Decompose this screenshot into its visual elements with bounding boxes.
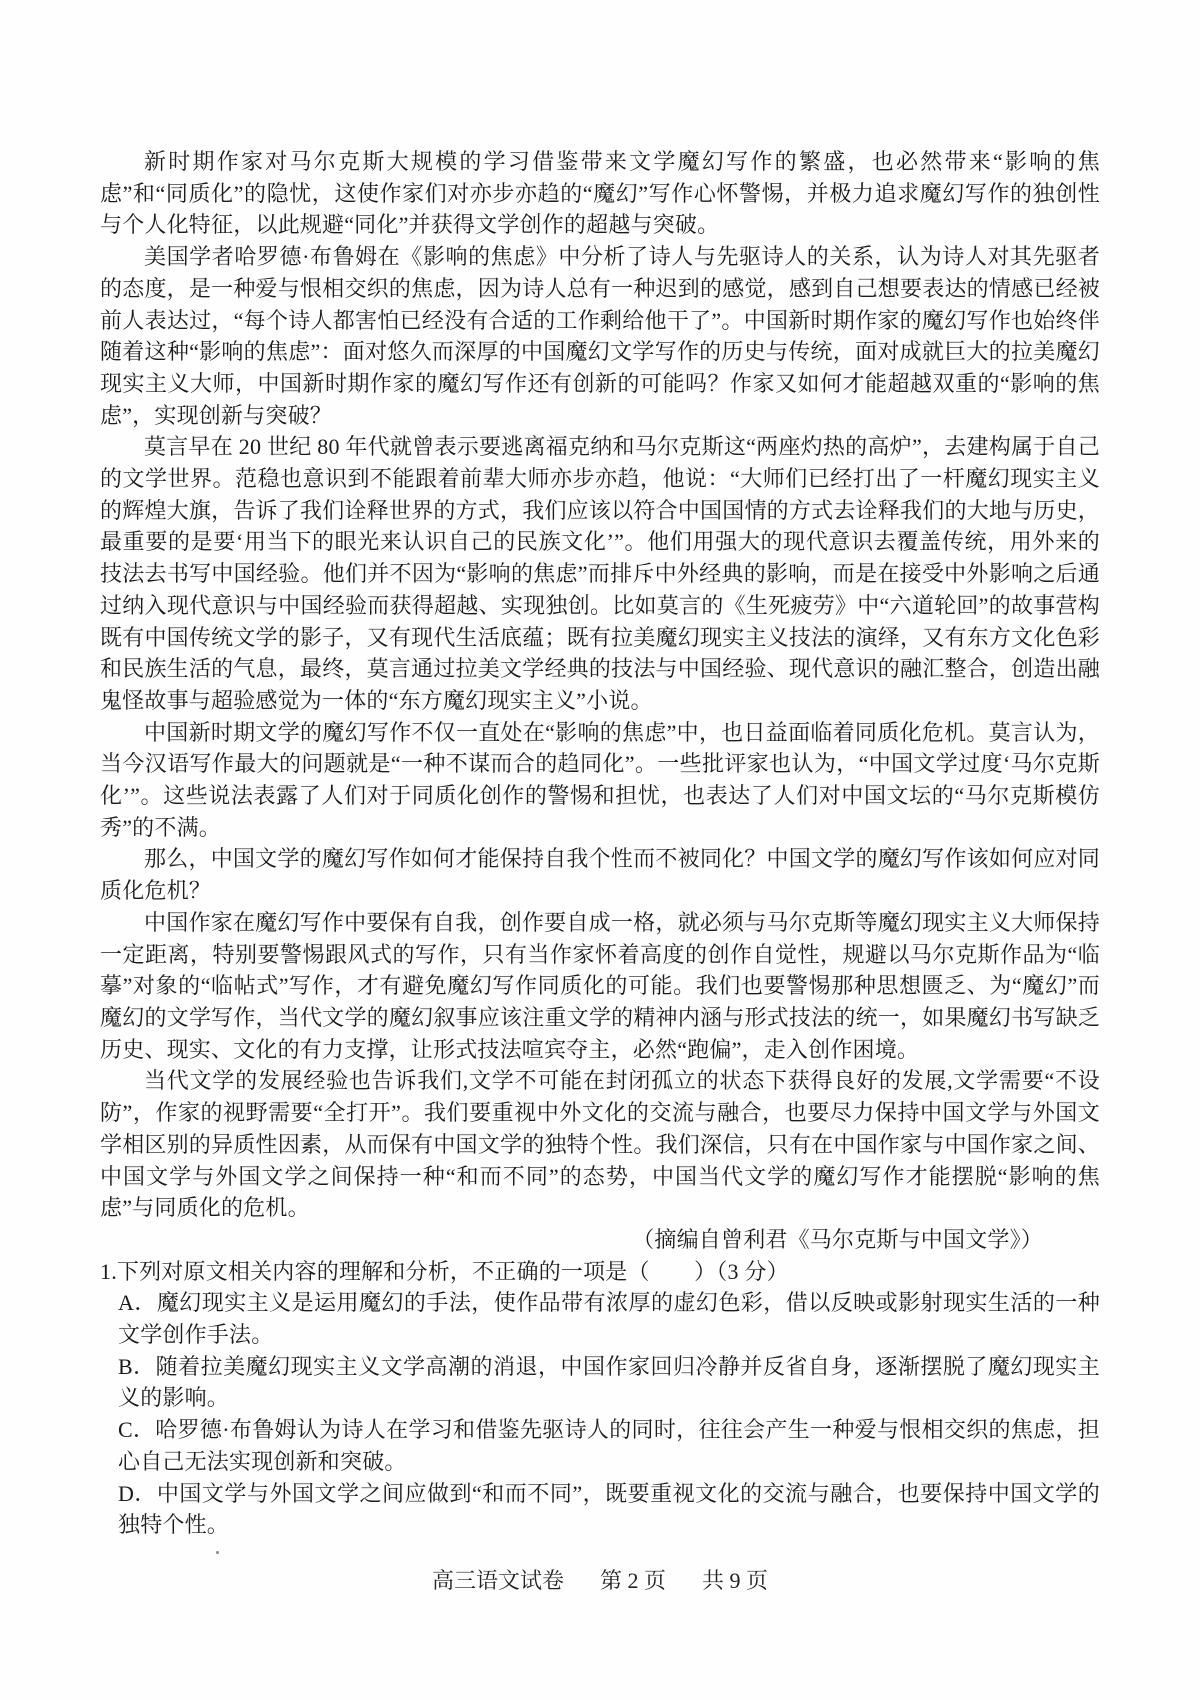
question-1-option-d: D．中国文学与外国文学之间应做到“和而不同”，既要重视文化的交流与融合，也要保持中国文学的独特个性。 [118, 1480, 1100, 1538]
passage-paragraph-6: 中国作家在魔幻写作中要保有自我，创作要自成一格，就必须与马尔克斯等魔幻现实主义大师保持一定距离，特别要警惕跟风式的写作，只有当作家怀着高度的创作自觉性，规避以马尔克斯作品为“临摹”对象的“临帖式”写作，才有避免魔幻写作同质化的可能。我们也要警惕那种思想匮乏、为“魔幻”而魔幻的文学写作，当代文学的魔幻叙事应该注重文学的精神内涵与形式技法的统一，如果魔幻书写缺乏历史、现实、文化的有力支撑，让形式技法喧宾夺主，必然“跑偏”，走入创作困境。 [100, 909, 1100, 1062]
passage-and-question [100, 146, 1100, 1541]
passage-paragraph-3: 莫言早在 20 世纪 80 年代就曾表示要逃离福克纳和马尔克斯这“两座灼热的高炉”，去建构属于自己的文学世界。范稳也意识到不能跟着前辈大师亦步亦趋，他说：“大师们已经打出了一杆魔幻现实主义的辉煌大旗，告诉了我们诠释世界的方式，我们应该以符合中国国情的方式去诠释我们的大地与历史，最重要的是要‘用当下的眼光来认识自己的民族文化’”。他们用强大的现代意识去覆盖传统，用外来的技法去书写中国经验。他们并不因为“影响的焦虑”而排斥中外经典的影响，而是在接受中外影响之后通过纳入现代意识与中国经验而获得超越、实现独创。比如莫言的《生死疲劳》中“六道轮回”的故事营构既有中国传统文学的影子，又有现代生活底蕴；既有拉美魔幻现实主义技法的演绎，又有东方文化色彩和民族生活的气息，最终，莫言通过拉美文学经典的技法与中国经验、现代意识的融汇整合，创造出融鬼怪故事与超验感觉为一体的“东方魔幻现实主义”小说。 [100, 434, 1100, 713]
question-1-option-c: C．哈罗德·布鲁姆认为诗人在学习和借鉴先驱诗人的同时，往往会产生一种爱与恨相交织的焦虑，担心自己无法实现创新和突破。 [118, 1417, 1100, 1474]
page-footer [0, 1566, 1200, 1596]
passage-paragraph-4: 中国新时期文学的魔幻写作不仅一直处在“影响的焦虑”中，也日益面临着同质化危机。莫言认为，当今汉语写作最大的问题就是“一种不谋而合的趋同化”。一些批评家也认为，“中国文学过度‘马尔克斯化’”。这些说法表露了人们对于同质化创作的警惕和担忧，也表达了人们对中国文坛的“马尔克斯模仿秀”的不满。 [100, 719, 1100, 840]
footer-total-pages: 共 9 页 [702, 1568, 769, 1593]
passage-paragraph-7: 当代文学的发展经验也告诉我们,文学不可能在封闭孤立的状态下获得良好的发展,文学需要“不设防”，作家的视野需要“全打开”。我们要重视中外文化的交流与融合，也要尽力保持中国文学与外国文学相区别的异质性因素，从而保有中国文学的独特个性。我们深信，只有在中国作家与中国作家之间、中国文学与外国文学之间保持一种“和而不同”的态势，中国当代文学的魔幻写作才能摆脱“影响的焦虑”与同质化的危机。 [100, 1068, 1100, 1221]
question-1-option-b: B．随着拉美魔幻现实主义文学高潮的消退，中国作家回归冷静并反省自身，逐渐摆脱了魔幻现实主义的影响。 [118, 1353, 1100, 1411]
scan-speck [216, 1551, 219, 1554]
question-1-stem: 1.下列对原文相关内容的理解和分析，不正确的一项是（ ）（3 分） [100, 1258, 789, 1284]
passage-paragraph-2: 美国学者哈罗德·布鲁姆在《影响的焦虑》中分析了诗人与先驱诗人的关系，认为诗人对其先驱者的态度，是一种爱与恨相交织的焦虑，因为诗人总有一种迟到的感觉，感到自己想要表达的情感已经被前人表达过，“每个诗人都害怕已经没有合适的工作剩给他干了”。中国新时期作家的魔幻写作也始终伴随着这种“影响的焦虑”：面对悠久而深厚的中国魔幻文学写作的历史与传统，面对成就巨大的拉美魔幻现实主义大师，中国新时期作家的魔幻写作还有创新的可能吗？作家又如何才能超越双重的“影响的焦虑”，实现创新与突破？ [100, 244, 1100, 428]
footer-paper-title: 高三语文试卷 [431, 1568, 564, 1593]
question-1-option-a: A．魔幻现实主义是运用魔幻的手法，使作品带有浓厚的虚幻色彩，借以反映或影射现实生活的一种文学创作手法。 [118, 1290, 1100, 1348]
footer-page-number: 第 2 页 [599, 1568, 666, 1593]
passage-paragraph-1: 新时期作家对马尔克斯大规模的学习借鉴带来文学魔幻写作的繁盛，也必然带来“影响的焦虑”和“同质化”的隐忧，这使作家们对亦步亦趋的“魔幻”写作心怀警惕，并极力追求魔幻写作的独创性与个人化特征，以此规避“同化”并获得文学创作的超越与突破。 [100, 149, 1100, 238]
source-attribution: （摘编自曾利君《马尔克斯与中国文学》） [632, 1226, 1043, 1252]
passage-paragraph-5: 那么，中国文学的魔幻写作如何才能保持自我个性而不被同化？中国文学的魔幻写作该如何应对同质化危机？ [100, 846, 1100, 904]
